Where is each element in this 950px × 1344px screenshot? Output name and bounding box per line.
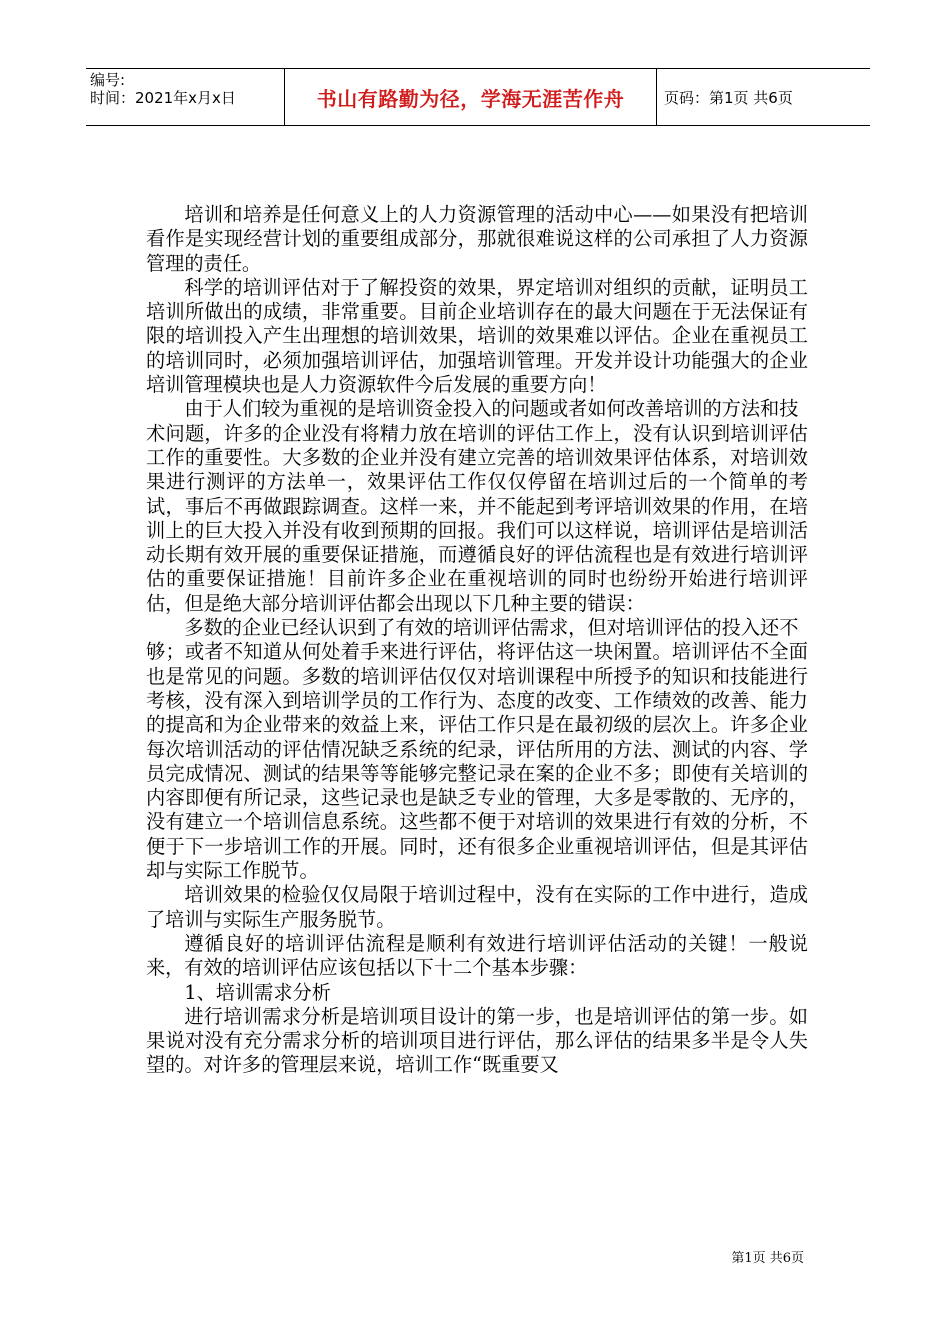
paragraph: 够；或者不知道从何处着手来进行评估，将评估这一块闲置。培训评估不全面也是常见的问题。多数的培训评估仅仅对培训课程中所授予的知识和技能进行考核，没有深入到培训学员的工作行为、态度的改变、工作绩效的改善、能力的提高和为企业带来的效益上来，评估工作只是在最初级的层次上。许多企业每次培训活动的评估情况缺乏系统的纪录，评估所用的方法、测试的内容、学员完成情况、测试的结果等等能够完整记录在案的企业不多；即使有关培训的内容即便有所记录，这些记录也是缺乏专业的管理，大多是零散的、无序的，没有建立一个培训信息系统。这些都不便于对培训的效果进行有效的分析，不便于下一步培训工作的开展。同时，还有很多企业重视培训评估，但是其评估却与实际工作脱节。 (146, 640, 808, 883)
page-header (86, 68, 870, 126)
paragraph: 遵循良好的培训评估流程是顺利有效进行培训评估活动的关键！一般说来，有效的培训评估应该包括以下十二个基本步骤： (146, 931, 808, 980)
paragraph: 进行培训需求分析是培训项目设计的第一步，也是培训评估的第一步。如果说对没有充分需求分析的培训项目进行评估，那么评估的结果多半是令人失望的。对许多的管理层来说，培训工作“既重要又 (146, 1004, 808, 1077)
header-motto: 书山有路勤为径，学海无涯苦作舟 (316, 86, 625, 111)
paragraph: 科学的培训评估对于了解投资的效果，界定培训对组织的贡献，证明员工培训所做出的成绩，非常重要。目前企业培训存在的最大问题在于无法保证有限的培训投入产生出理想的培训效果，培训的效果难以评估。企业在重视员工的培训同时，必须加强培训评估，加强培训管理。开发并设计功能强大的企业培训管理模块也是人力资源软件今后发展的重要方向！ (146, 275, 808, 397)
paragraph: 培训效果的检验仅仅局限于培训过程中，没有在实际的工作中进行，造成了培训与实际生产服务脱节。 (146, 883, 808, 931)
header-page-number: 页码：第1页 共6页 (664, 88, 793, 107)
paragraph: 多数的企业已经认识到了有效的培训评估需求，但对培训评估的投入还不 (184, 616, 799, 640)
page-footer: 第1页 共6页 (731, 1251, 804, 1266)
time-label: 时间：2021年x月x日 (90, 89, 236, 107)
section-heading: 1、培训需求分析 (184, 980, 331, 1004)
header-meta (90, 71, 280, 107)
paragraph: 术问题，许多的企业没有将精力放在培训的评估工作上，没有认识到培训评估工作的重要性。大多数的企业并没有建立完善的培训效果评估体系，对培训效果进行测评的方法单一，效果评估工作仅仅停留在培训过后的一个简单的考试，事后不再做跟踪调查。这样一来，并不能起到考评培训效果的作用，在培训上的巨大投入并没有收到预期的回报。我们可以这样说，培训评估是培训活动长期有效开展的重要保证措施，而遵循良好的评估流程也是有效进行培训评估的重要保证措施！目前许多企业在重视培训的同时也纷纷开始进行培训评估，但是绝大部分培训评估都会出现以下几种主要的错误： (146, 421, 808, 615)
paragraph: 培训和培养是任何意义上的人力资源管理的活动中心——如果没有把培训看作是实现经营计划的重要组成部分，那就很难说这样的公司承担了人力资源管理的责任。 (146, 203, 808, 275)
paragraph: 由于人们较为重视的是培训资金投入的问题或者如何改善培训的方法和技 (184, 397, 799, 421)
header-divider (656, 69, 657, 125)
code-label: 编号: (90, 71, 126, 89)
document-body (146, 203, 808, 1078)
